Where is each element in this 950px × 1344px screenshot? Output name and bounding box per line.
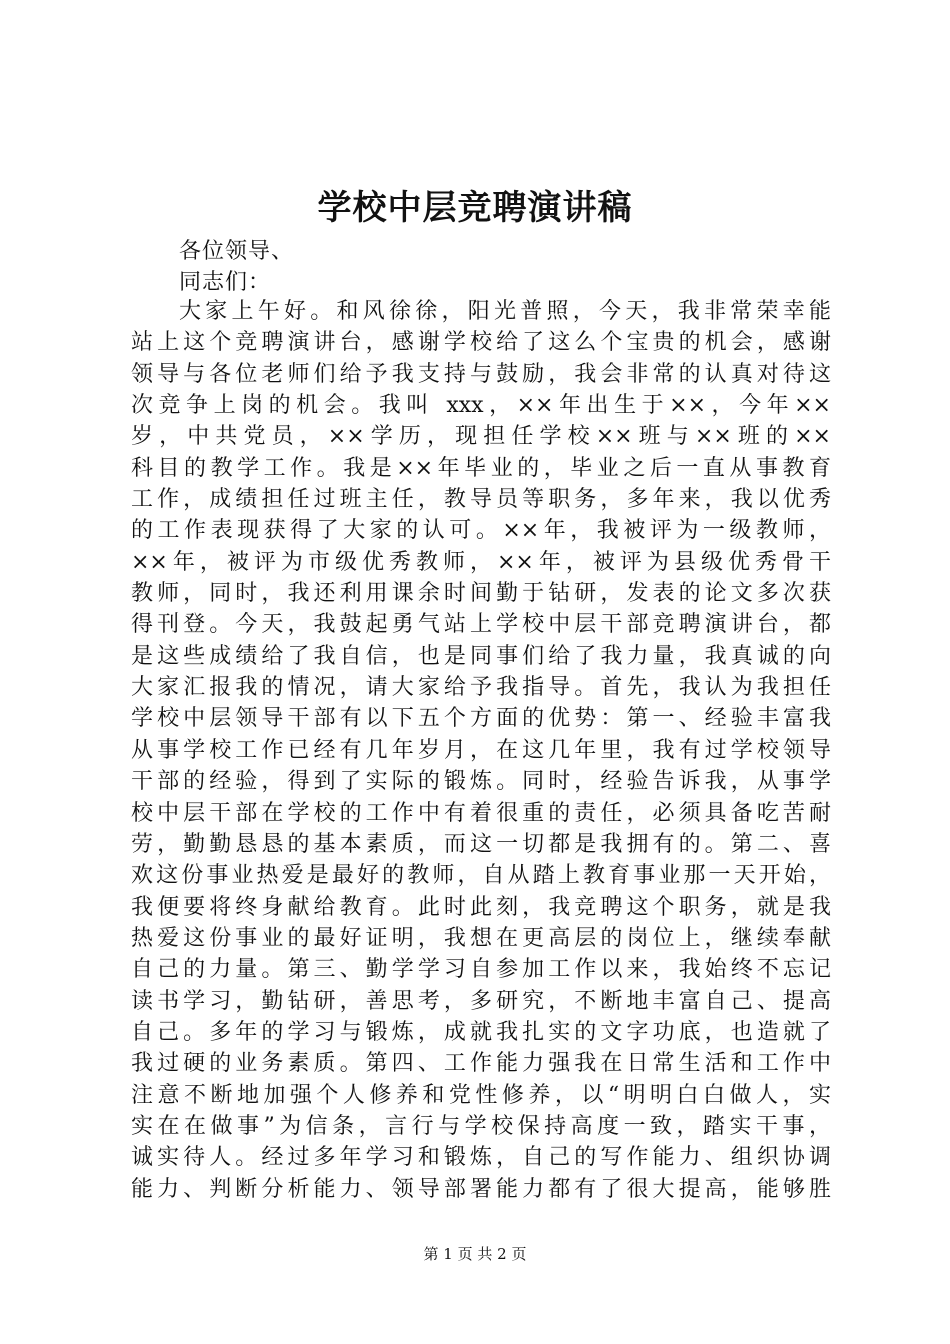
body-line: 是这些成绩给了我自信，也是同事们给了我力量，我真诚的向 — [131, 643, 831, 669]
body-line: 干部的经验，得到了实际的锻炼。同时，经验告诉我，从事学 — [131, 769, 831, 795]
body-line: 站上这个竞聘演讲台，感谢学校给了这么个宝贵的机会，感谢 — [131, 330, 831, 356]
body-line: 教师，同时，我还利用课余时间勤于钻研，发表的论文多次获 — [131, 581, 831, 607]
body-line: 我便要将终身献给教育。此时此刻，我竞聘这个职务，就是我 — [131, 894, 831, 920]
salutation-leaders: 各位领导、 — [179, 239, 295, 264]
body-line: 岁，中共党员，××学历，现担任学校××班与××班的×× — [131, 424, 831, 450]
body-line: 次竞争上岗的机会。我叫 xxx，××年出生于××，今年×× — [131, 393, 831, 419]
body-line: 学校中层领导干部有以下五个方面的优势：第一、经验丰富我 — [131, 706, 831, 732]
body-line: 欢这份事业热爱是最好的教师，自从踏上教育事业那一天开始， — [131, 863, 831, 889]
body-line: ××年，被评为市级优秀教师，××年，被评为县级优秀骨干 — [131, 549, 831, 575]
body-line: 自己的力量。第三、勤学学习自参加工作以来，我始终不忘记 — [131, 957, 831, 983]
salutation-comrades: 同志们： — [179, 270, 272, 295]
speech-body — [131, 296, 831, 1205]
body-line: 诚实待人。经过多年学习和锻炼，自己的写作能力、组织协调 — [131, 1145, 831, 1171]
body-line: 我过硬的业务素质。第四、工作能力强我在日常生活和工作中 — [131, 1051, 831, 1077]
body-line: 读书学习，勤钻研，善思考，多研究，不断地丰富自己、提高 — [131, 988, 831, 1014]
body-line: 实在在做事”为信条，言行与学校保持高度一致，踏实干事， — [131, 1113, 831, 1139]
body-line: 校中层干部在学校的工作中有着很重的责任，必须具备吃苦耐 — [131, 800, 831, 826]
body-line: 自己。多年的学习与锻炼，成就我扎实的文字功底，也造就了 — [131, 1019, 831, 1045]
body-line: 大家汇报我的情况，请大家给予我指导。首先，我认为我担任 — [131, 675, 831, 701]
body-line: 的工作表现获得了大家的认可。××年，我被评为一级教师， — [131, 518, 831, 544]
page-number-footer: 第 1 页 共 2 页 — [423, 1245, 527, 1263]
body-line: 从事学校工作已经有几年岁月，在这几年里，我有过学校领导 — [131, 737, 831, 763]
body-line: 大家上午好。和风徐徐，阳光普照，今天，我非常荣幸能 — [179, 299, 831, 324]
body-line: 得刊登。今天，我鼓起勇气站上学校中层干部竞聘演讲台，都 — [131, 612, 831, 638]
body-line: 能力、判断分析能力、领导部署能力都有了很大提高，能够胜 — [131, 1176, 831, 1202]
document-title: 学校中层竞聘演讲稿 — [317, 188, 633, 228]
body-line: 劳，勤勤恳恳的基本素质，而这一切都是我拥有的。第二、喜 — [131, 831, 831, 857]
body-line: 科目的教学工作。我是××年毕业的，毕业之后一直从事教育 — [131, 455, 831, 481]
body-line: 领导与各位老师们给予我支持与鼓励，我会非常的认真对待这 — [131, 361, 831, 387]
body-line: 热爱这份事业的最好证明，我想在更高层的岗位上，继续奉献 — [131, 925, 831, 951]
body-line: 注意不断地加强个人修养和党性修养，以“明明白白做人，实 — [131, 1082, 831, 1108]
body-line: 工作，成绩担任过班主任，教导员等职务，多年来，我以优秀 — [131, 487, 831, 513]
